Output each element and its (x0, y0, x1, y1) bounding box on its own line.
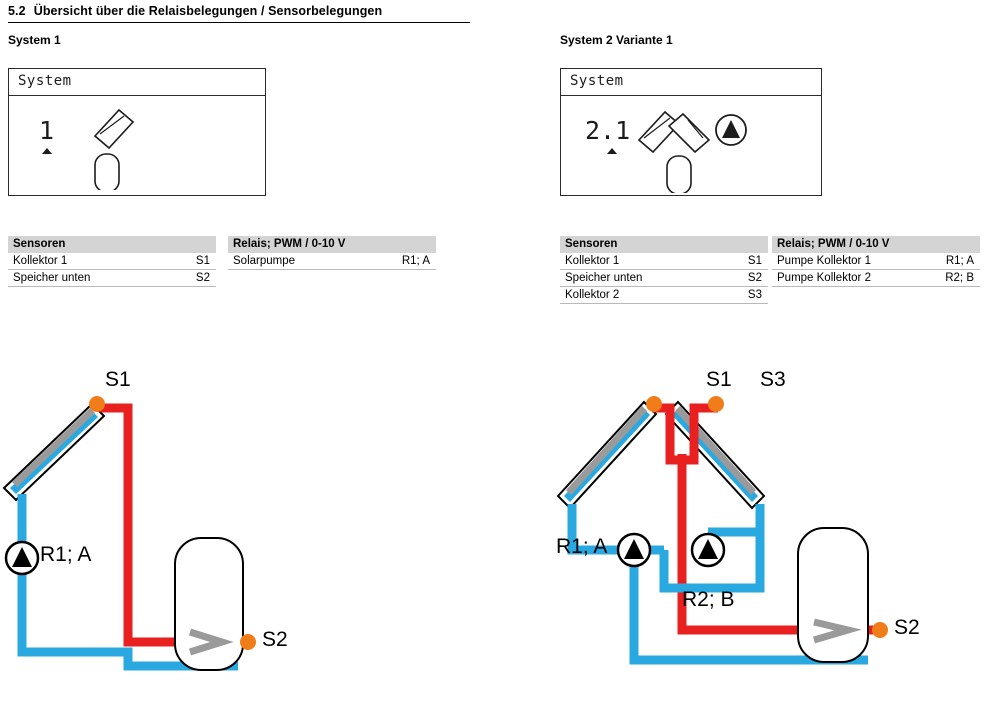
system-2-schematic (548, 360, 988, 714)
sensor-name: Kollektor 2 (560, 287, 712, 304)
system-1-relay-table (228, 236, 436, 270)
relay-name: Solarpumpe (228, 253, 353, 270)
table-header-label: Relais; PWM / 0-10 V (233, 238, 346, 250)
sensor-id: S1 (160, 253, 216, 270)
section-number: 5.2 (8, 4, 26, 18)
table-row (772, 270, 980, 287)
section-title: Übersicht über die Relaisbelegungen / Sensorbelegungen (33, 4, 383, 18)
sensor-dot-s2 (240, 634, 256, 650)
table-header-row (772, 236, 980, 253)
table-row (8, 253, 216, 270)
table-header-row (228, 236, 436, 253)
display-body (9, 96, 265, 195)
relay-name: Pumpe Kollektor 1 (772, 253, 915, 270)
collector-panel-1 (4, 404, 104, 500)
label-sensor-s3: S3 (760, 368, 786, 391)
table-header-label: Sensoren (565, 238, 618, 250)
table-header-label: Relais; PWM / 0-10 V (777, 238, 890, 250)
display-schematic-icon-1 (69, 100, 249, 190)
display-header-bar (561, 69, 821, 96)
pump-symbol-r1 (618, 534, 650, 566)
system-1-schematic (0, 360, 340, 714)
table-row (772, 253, 980, 270)
sensor-name: Kollektor 1 (8, 253, 160, 270)
sensor-dot-s3 (708, 396, 724, 412)
system-2-display-panel (560, 68, 822, 196)
display-body (561, 96, 821, 195)
sensor-id: S2 (712, 270, 768, 287)
system-1-schematic-svg (0, 360, 340, 714)
section-heading (8, 4, 488, 18)
table-row (560, 253, 768, 270)
display-header-bar (9, 69, 265, 96)
relay-id: R2; B (915, 270, 980, 287)
table-row (560, 270, 768, 287)
label-pump-r2: R2; B (682, 588, 735, 611)
pump-symbol-r2 (692, 534, 724, 566)
sensor-id: S1 (712, 253, 768, 270)
system-2-schematic-svg (548, 360, 988, 714)
system-2-sensor-table (560, 236, 768, 304)
sensor-id: S3 (712, 287, 768, 304)
display-caret-icon (607, 148, 617, 154)
table-row (560, 287, 768, 304)
sensor-id: S2 (160, 270, 216, 287)
pump-symbol-r1 (6, 542, 38, 574)
sensor-dot-s1 (89, 396, 105, 412)
sensor-name: Speicher unten (8, 270, 160, 287)
collector-panel-1 (558, 402, 656, 508)
section-divider (8, 22, 470, 23)
system-1-sensor-table (8, 236, 216, 287)
label-sensor-s1: S1 (105, 368, 131, 391)
relay-id: R1; A (353, 253, 436, 270)
system-1-display-panel (8, 68, 266, 196)
label-pump-r1: R1; A (556, 535, 608, 558)
sensor-name: Speicher unten (560, 270, 712, 287)
table-row (228, 253, 436, 270)
table-header-row (8, 236, 216, 253)
label-sensor-s2: S2 (262, 628, 288, 651)
display-header-label: System (570, 73, 624, 89)
label-sensor-s1: S1 (706, 368, 732, 391)
table-row (8, 270, 216, 287)
display-system-number: 2.1 (585, 116, 631, 145)
sensor-name: Kollektor 1 (560, 253, 712, 270)
label-pump-r1: R1; A (40, 543, 92, 566)
sensor-dot-s2 (872, 622, 888, 638)
table-header-label: Sensoren (13, 238, 66, 250)
display-caret-icon (42, 148, 52, 154)
relay-name: Pumpe Kollektor 2 (772, 270, 915, 287)
table-header-row (560, 236, 768, 253)
relay-id: R1; A (915, 253, 980, 270)
store-tank-2 (798, 528, 868, 662)
store-tank-1 (175, 538, 243, 670)
sensor-dot-s1 (646, 396, 662, 412)
display-header-label: System (18, 73, 72, 89)
system-2-relay-table (772, 236, 980, 287)
display-schematic-icon-2 (631, 98, 841, 193)
system-1-title: System 1 (8, 33, 61, 47)
label-sensor-s2: S2 (894, 616, 920, 639)
system-2-title: System 2 Variante 1 (560, 33, 673, 47)
display-system-number: 1 (39, 116, 55, 145)
